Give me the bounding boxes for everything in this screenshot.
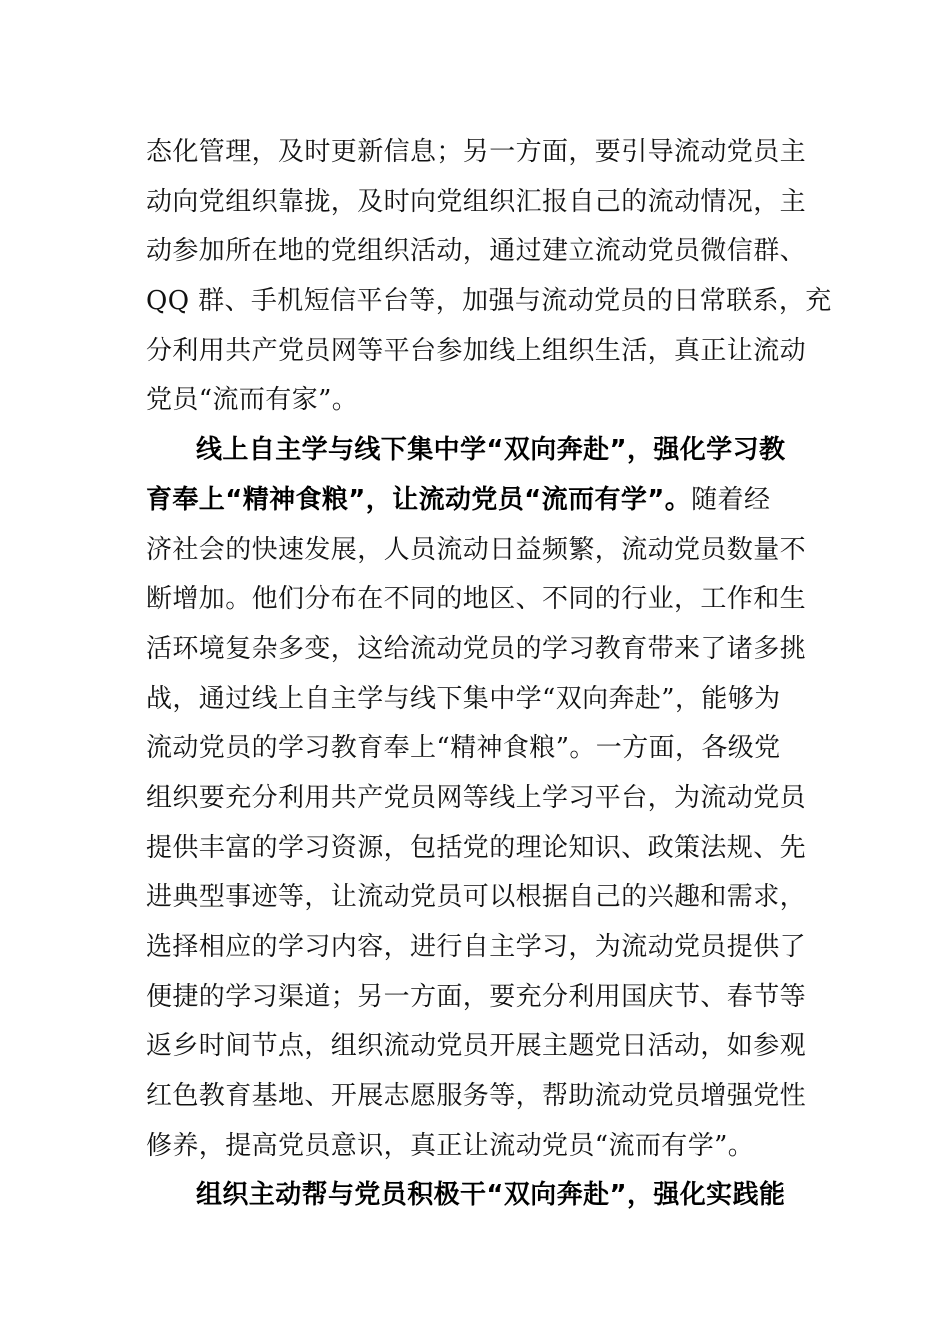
text-segment: 活环境复杂多变，这给流动党员的学习教育带来了诸多挑 — [146, 633, 807, 664]
text-line — [146, 227, 826, 277]
text-line — [146, 1122, 826, 1172]
bold-text-segment: 组织主动帮与党员积极干“双向奔赴”，强化实践能 — [196, 1180, 786, 1211]
text-segment: 修养，提高党员意识，真正让流动党员“流而有学”。 — [146, 1130, 755, 1161]
text-line — [146, 675, 826, 725]
text-segment: 态化管理，及时更新信息；另一方面，要引导流动党员主 — [146, 137, 807, 167]
text-segment: 红色教育基地、开展志愿服务等，帮助流动党员增强党性 — [146, 1081, 807, 1112]
text-segment: 返乡时间节点，组织流动党员开展主题党日活动，如参观 — [146, 1031, 807, 1062]
text-line — [146, 277, 832, 327]
text-segment: 分利用共产党员网等平台参加线上组织生活，真正让流动 — [146, 335, 807, 366]
paragraph-heading-line — [146, 426, 826, 476]
text-line — [146, 376, 826, 426]
text-segment: 济社会的快速发展，人员流动日益频繁，流动党员数量不 — [146, 534, 807, 565]
text-line — [146, 1022, 826, 1072]
text-line — [146, 774, 826, 824]
text-line — [146, 625, 826, 675]
text-segment: 随着经 — [691, 484, 771, 515]
paragraph-heading-line — [146, 1171, 826, 1221]
text-segment: 战，通过线上自主学与线下集中学“双向奔赴”，能够为 — [146, 683, 781, 714]
text-line — [146, 575, 826, 625]
text-line — [146, 128, 826, 178]
text-line — [146, 178, 826, 228]
text-line — [146, 923, 826, 973]
text-line — [146, 476, 826, 526]
text-line — [146, 327, 826, 377]
text-line — [146, 724, 826, 774]
text-segment: 党员“流而有家”。 — [146, 385, 359, 416]
text-line — [146, 973, 826, 1023]
bold-text-segment: 育奉上“精神食粮”，让流动党员“流而有学”。 — [146, 484, 692, 515]
text-line — [146, 824, 826, 874]
text-segment: 流动党员的学习教育奉上“精神食粮”。一方面，各级党 — [146, 733, 781, 764]
text-segment: 进典型事迹等，让流动党员可以根据自己的兴趣和需求， — [146, 882, 807, 913]
text-line — [146, 1072, 826, 1122]
text-segment: 选择相应的学习内容，进行自主学习，为流动党员提供了 — [146, 932, 807, 962]
text-segment: 动参加所在地的党组织活动，通过建立流动党员微信群、 — [146, 236, 807, 267]
text-segment: 动向党组织靠拢，及时向党组织汇报自己的流动情况，主 — [146, 186, 807, 217]
text-segment: 组织要充分利用共产党员网等线上学习平台，为流动党员 — [146, 782, 807, 813]
text-line — [146, 526, 826, 576]
text-segment: 便捷的学习渠道；另一方面，要充分利用国庆节、春节等 — [146, 981, 807, 1012]
text-segment: QQ 群、手机短信平台等，加强与流动党员的日常联系，充 — [146, 286, 832, 317]
text-segment: 断增加。他们分布在不同的地区、不同的行业，工作和生 — [146, 584, 807, 615]
text-line — [146, 873, 826, 923]
document-body — [146, 128, 832, 1221]
text-segment: 提供丰富的学习资源，包括党的理论知识、政策法规、先 — [146, 832, 807, 863]
bold-text-segment: 线上自主学与线下集中学“双向奔赴”，强化学习教 — [196, 435, 786, 466]
